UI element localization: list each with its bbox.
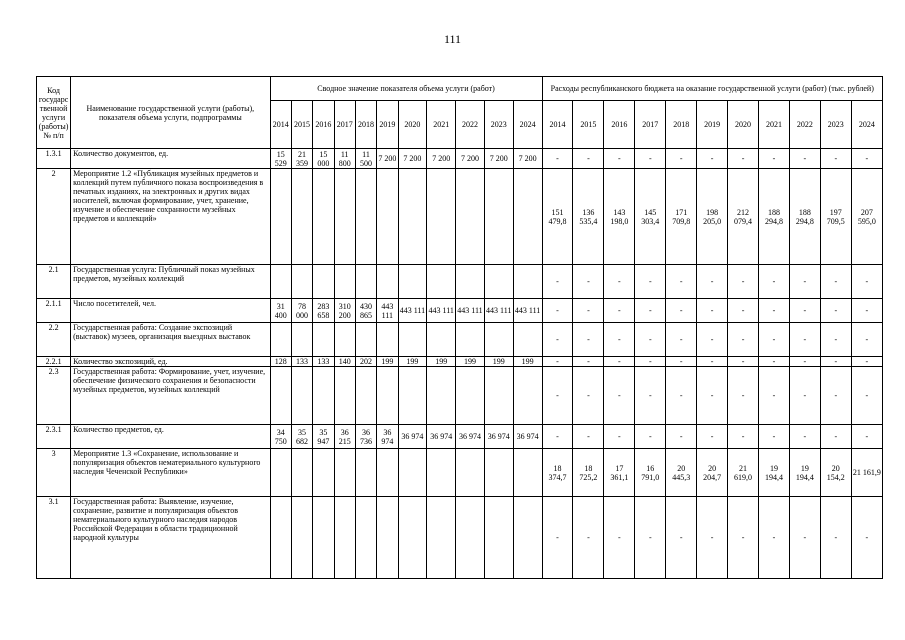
expense-cell: - <box>573 323 604 357</box>
volume-cell <box>291 449 312 497</box>
volume-cell <box>291 367 312 425</box>
volume-cell <box>334 323 355 357</box>
expense-cell: - <box>604 367 635 425</box>
expense-cell: 136 535,4 <box>573 169 604 265</box>
exp-year-header: 2024 <box>851 101 882 149</box>
budget-table <box>36 76 883 579</box>
volume-cell <box>484 265 513 299</box>
volume-cell: 36 974 <box>513 425 542 449</box>
expense-cell: - <box>789 357 820 367</box>
expense-cell: - <box>851 323 882 357</box>
volume-cell: 21 359 <box>291 149 312 169</box>
expense-cell: - <box>542 265 573 299</box>
expense-cell: 207 595,0 <box>851 169 882 265</box>
table-row <box>37 169 883 265</box>
volume-cell <box>513 323 542 357</box>
volume-cell <box>513 367 542 425</box>
row-code: 2.3 <box>37 367 71 425</box>
expense-cell: - <box>820 149 851 169</box>
volume-cell: 199 <box>377 357 398 367</box>
volume-cell <box>484 169 513 265</box>
expense-cell: 20 154,2 <box>820 449 851 497</box>
expense-cell: - <box>573 149 604 169</box>
volume-cell: 430 865 <box>355 299 376 323</box>
expense-cell: - <box>728 425 759 449</box>
volume-cell <box>313 323 334 357</box>
volume-cell: 199 <box>513 357 542 367</box>
volume-cell: 443 111 <box>398 299 427 323</box>
volume-cell: 36 974 <box>484 425 513 449</box>
table-row <box>37 497 883 579</box>
volume-cell: 310 200 <box>334 299 355 323</box>
volume-cell <box>513 169 542 265</box>
volume-cell: 36 215 <box>334 425 355 449</box>
volume-cell <box>270 497 291 579</box>
expense-cell: 212 079,4 <box>728 169 759 265</box>
expense-cell: - <box>604 149 635 169</box>
volume-cell: 443 111 <box>456 299 485 323</box>
page-number: 111 <box>443 32 462 46</box>
expense-cell: - <box>635 149 666 169</box>
table-row <box>37 323 883 357</box>
row-name: Государственная работа: Создание экспозиций (выставок) музеев, организация выездных выставок <box>71 323 270 357</box>
expense-cell: 143 198,0 <box>604 169 635 265</box>
volume-cell: 7 200 <box>513 149 542 169</box>
row-code: 2.2 <box>37 323 71 357</box>
volume-cell <box>398 497 427 579</box>
exp-year-header: 2018 <box>666 101 697 149</box>
expense-cell: - <box>635 425 666 449</box>
expense-cell: - <box>728 265 759 299</box>
row-code: 2.2.1 <box>37 357 71 367</box>
volume-cell <box>291 497 312 579</box>
expense-cell: - <box>573 367 604 425</box>
expense-cell: 21 619,0 <box>728 449 759 497</box>
expense-cell: - <box>635 357 666 367</box>
volume-cell <box>270 265 291 299</box>
volume-cell <box>291 265 312 299</box>
table-row <box>37 425 883 449</box>
volume-cell: 133 <box>291 357 312 367</box>
row-name: Мероприятие 1.3 «Сохранение, использование и популяризация объектов нематериального культурного наследия Чеченской Республики» <box>71 449 270 497</box>
expense-cell: - <box>789 367 820 425</box>
exp-year-header: 2017 <box>635 101 666 149</box>
row-code: 3 <box>37 449 71 497</box>
volume-cell <box>334 367 355 425</box>
volume-cell <box>513 265 542 299</box>
vol-year-header: 2022 <box>456 101 485 149</box>
volume-cell: 34 750 <box>270 425 291 449</box>
expense-cell: 19 194,4 <box>759 449 790 497</box>
volume-cell: 36 974 <box>427 425 456 449</box>
expense-cell: 145 303,4 <box>635 169 666 265</box>
row-name: Число посетителей, чел. <box>71 299 270 323</box>
expense-cell: - <box>851 265 882 299</box>
volume-cell: 7 200 <box>398 149 427 169</box>
expense-cell: - <box>759 425 790 449</box>
volume-cell <box>398 367 427 425</box>
expense-cell: - <box>728 367 759 425</box>
expense-cell: - <box>573 497 604 579</box>
volume-cell <box>334 265 355 299</box>
expense-cell: - <box>666 323 697 357</box>
expense-cell: - <box>789 497 820 579</box>
volume-cell: 128 <box>270 357 291 367</box>
vol-year-header: 2023 <box>484 101 513 149</box>
row-name: Мероприятие 1.2 «Публикация музейных предметов и коллекций путем публичного показа воспроизведения в печатных изданиях, на электронных и других видах носителей, включая формирование, учет, хранение, изучение и обеспечение сохранности музейных предметов и коллекций» <box>71 169 270 265</box>
volume-cell <box>313 497 334 579</box>
volume-cell: 35 947 <box>313 425 334 449</box>
volume-cell: 7 200 <box>456 149 485 169</box>
expense-cell: - <box>820 425 851 449</box>
volume-cell: 36 974 <box>377 425 398 449</box>
expense-cell: - <box>666 425 697 449</box>
volume-cell <box>484 323 513 357</box>
expense-cell: 188 294,8 <box>759 169 790 265</box>
volume-cell: 443 111 <box>427 299 456 323</box>
expense-cell: 19 194,4 <box>789 449 820 497</box>
table-body <box>37 149 883 579</box>
vol-year-header: 2018 <box>355 101 376 149</box>
volume-cell: 443 111 <box>513 299 542 323</box>
expense-cell: - <box>666 497 697 579</box>
expense-cell: - <box>820 323 851 357</box>
expense-cell: - <box>851 149 882 169</box>
volume-cell: 199 <box>456 357 485 367</box>
expense-cell: - <box>666 357 697 367</box>
expense-cell: - <box>635 367 666 425</box>
expense-cell: - <box>697 323 728 357</box>
header-code: Код государс твенной услуги (работы) № п/п <box>37 77 71 149</box>
expense-cell: - <box>697 265 728 299</box>
expense-cell: - <box>820 357 851 367</box>
row-code: 2 <box>37 169 71 265</box>
volume-cell: 199 <box>484 357 513 367</box>
expense-cell: - <box>728 323 759 357</box>
volume-cell <box>334 169 355 265</box>
expense-cell: 18 725,2 <box>573 449 604 497</box>
volume-cell <box>313 367 334 425</box>
expense-cell: - <box>666 265 697 299</box>
exp-year-header: 2022 <box>789 101 820 149</box>
volume-cell <box>334 449 355 497</box>
vol-year-header: 2017 <box>334 101 355 149</box>
volume-cell: 7 200 <box>484 149 513 169</box>
volume-cell: 15 000 <box>313 149 334 169</box>
volume-cell <box>313 449 334 497</box>
expense-cell: - <box>789 323 820 357</box>
expense-cell: - <box>573 425 604 449</box>
volume-cell <box>377 497 398 579</box>
volume-cell <box>427 449 456 497</box>
expense-cell: - <box>604 299 635 323</box>
expense-cell: - <box>542 497 573 579</box>
header-volume: Сводное значение показателя объема услуги (работ) <box>270 77 542 101</box>
exp-year-header: 2014 <box>542 101 573 149</box>
expense-cell: 20 445,3 <box>666 449 697 497</box>
expense-cell: - <box>728 299 759 323</box>
volume-cell: 35 682 <box>291 425 312 449</box>
expense-cell: - <box>604 357 635 367</box>
expense-cell: - <box>604 497 635 579</box>
expense-cell: - <box>604 265 635 299</box>
expense-cell: - <box>851 425 882 449</box>
volume-cell <box>377 449 398 497</box>
volume-cell <box>456 323 485 357</box>
expense-cell: - <box>789 425 820 449</box>
volume-cell: 11 500 <box>355 149 376 169</box>
expense-cell: - <box>759 357 790 367</box>
volume-cell <box>427 265 456 299</box>
volume-cell <box>355 367 376 425</box>
table-row <box>37 149 883 169</box>
volume-cell <box>377 265 398 299</box>
volume-cell: 7 200 <box>427 149 456 169</box>
volume-cell: 199 <box>398 357 427 367</box>
expense-cell: - <box>759 323 790 357</box>
volume-cell <box>484 367 513 425</box>
volume-cell: 133 <box>313 357 334 367</box>
expense-cell: - <box>759 299 790 323</box>
volume-cell <box>484 497 513 579</box>
expense-cell: - <box>820 367 851 425</box>
row-name: Количество экспозиций, ед. <box>71 357 270 367</box>
vol-year-header: 2016 <box>313 101 334 149</box>
volume-cell <box>427 169 456 265</box>
expense-cell: - <box>851 357 882 367</box>
volume-cell: 283 658 <box>313 299 334 323</box>
expense-cell: - <box>604 425 635 449</box>
volume-cell <box>270 323 291 357</box>
volume-cell: 31 400 <box>270 299 291 323</box>
expense-cell: - <box>759 265 790 299</box>
vol-year-header: 2021 <box>427 101 456 149</box>
expense-cell: - <box>820 299 851 323</box>
volume-cell <box>313 169 334 265</box>
row-code: 1.3.1 <box>37 149 71 169</box>
expense-cell: - <box>851 497 882 579</box>
volume-cell <box>270 367 291 425</box>
expense-cell: - <box>697 299 728 323</box>
expense-cell: 21 161,9 <box>851 449 882 497</box>
volume-cell <box>456 367 485 425</box>
volume-cell <box>456 169 485 265</box>
expense-cell: 20 204,7 <box>697 449 728 497</box>
expense-cell: - <box>604 323 635 357</box>
volume-cell <box>398 323 427 357</box>
expense-cell: - <box>851 299 882 323</box>
expense-cell: - <box>759 367 790 425</box>
volume-cell <box>334 497 355 579</box>
expense-cell: 198 205,0 <box>697 169 728 265</box>
expense-cell: - <box>542 357 573 367</box>
expense-cell: - <box>573 265 604 299</box>
expense-cell: - <box>542 367 573 425</box>
row-name: Количество предметов, ед. <box>71 425 270 449</box>
exp-year-header: 2016 <box>604 101 635 149</box>
vol-year-header: 2019 <box>377 101 398 149</box>
volume-cell: 199 <box>427 357 456 367</box>
volume-cell <box>377 367 398 425</box>
exp-year-header: 2019 <box>697 101 728 149</box>
volume-cell <box>270 449 291 497</box>
volume-cell <box>355 497 376 579</box>
expense-cell: - <box>573 357 604 367</box>
volume-cell <box>355 449 376 497</box>
expense-cell: - <box>542 299 573 323</box>
expense-cell: - <box>542 149 573 169</box>
expense-cell: - <box>728 357 759 367</box>
expense-cell: - <box>635 323 666 357</box>
row-code: 3.1 <box>37 497 71 579</box>
expense-cell: - <box>697 149 728 169</box>
volume-cell <box>313 265 334 299</box>
volume-cell <box>398 449 427 497</box>
row-code: 2.1.1 <box>37 299 71 323</box>
volume-cell: 15 529 <box>270 149 291 169</box>
expense-cell: - <box>820 265 851 299</box>
volume-cell: 11 800 <box>334 149 355 169</box>
table-row <box>37 367 883 425</box>
volume-cell <box>291 169 312 265</box>
volume-cell: 36 974 <box>398 425 427 449</box>
volume-cell <box>398 265 427 299</box>
vol-year-header: 2020 <box>398 101 427 149</box>
volume-cell <box>270 169 291 265</box>
volume-cell <box>291 323 312 357</box>
expense-cell: - <box>542 323 573 357</box>
volume-cell: 202 <box>355 357 376 367</box>
table-row <box>37 449 883 497</box>
expense-cell: - <box>635 497 666 579</box>
expense-cell: - <box>851 367 882 425</box>
volume-cell <box>513 449 542 497</box>
expense-cell: - <box>635 265 666 299</box>
table-row <box>37 357 883 367</box>
expense-cell: 171 709,8 <box>666 169 697 265</box>
row-code: 2.3.1 <box>37 425 71 449</box>
expense-cell: 17 361,1 <box>604 449 635 497</box>
volume-cell <box>513 497 542 579</box>
expense-cell: - <box>789 265 820 299</box>
volume-cell: 78 000 <box>291 299 312 323</box>
expense-cell: - <box>666 299 697 323</box>
expense-cell: - <box>542 425 573 449</box>
volume-cell: 36 736 <box>355 425 376 449</box>
volume-cell <box>377 169 398 265</box>
volume-cell <box>355 265 376 299</box>
expense-cell: - <box>789 299 820 323</box>
expense-cell: - <box>697 425 728 449</box>
row-name: Государственная услуга: Публичный показ музейных предметов, музейных коллекций <box>71 265 270 299</box>
vol-year-header: 2015 <box>291 101 312 149</box>
expense-cell: - <box>728 149 759 169</box>
expense-cell: 16 791,0 <box>635 449 666 497</box>
expense-cell: - <box>573 299 604 323</box>
row-code: 2.1 <box>37 265 71 299</box>
expense-cell: - <box>697 357 728 367</box>
expense-cell: - <box>820 497 851 579</box>
header-name: Наименование государственной услуги (работы), показателя объема услуги, подпрограммы <box>71 77 270 149</box>
expense-cell: 188 294,8 <box>789 169 820 265</box>
volume-cell <box>355 169 376 265</box>
volume-cell <box>427 323 456 357</box>
expense-cell: 197 709,5 <box>820 169 851 265</box>
vol-year-header: 2014 <box>270 101 291 149</box>
exp-year-header: 2021 <box>759 101 790 149</box>
row-name: Количество документов, ед. <box>71 149 270 169</box>
expense-cell: - <box>789 149 820 169</box>
volume-cell: 443 111 <box>377 299 398 323</box>
expense-cell: 151 479,8 <box>542 169 573 265</box>
row-name: Государственная работа: Формирование, учет, изучение, обеспечение физического сохранения и безопасности музейных предметов, музейных коллекций <box>71 367 270 425</box>
expense-cell: - <box>635 299 666 323</box>
table-row <box>37 265 883 299</box>
expense-cell: - <box>697 367 728 425</box>
volume-cell <box>398 169 427 265</box>
expense-cell: - <box>759 497 790 579</box>
volume-cell <box>355 323 376 357</box>
volume-cell <box>484 449 513 497</box>
expense-cell: - <box>697 497 728 579</box>
volume-cell <box>377 323 398 357</box>
volume-cell: 443 111 <box>484 299 513 323</box>
expense-cell: - <box>759 149 790 169</box>
expense-cell: 18 374,7 <box>542 449 573 497</box>
volume-cell: 7 200 <box>377 149 398 169</box>
volume-cell <box>456 449 485 497</box>
volume-cell <box>427 367 456 425</box>
exp-year-header: 2023 <box>820 101 851 149</box>
row-name: Государственная работа: Выявление, изучение, сохранение, развитие и популяризация объектов нематериального культурного наследия народов Российской Федерации в области традиционной народной культуры <box>71 497 270 579</box>
exp-year-header: 2020 <box>728 101 759 149</box>
header-expenses: Расходы республиканского бюджета на оказание государственной услуги (работ) (тыс. рублей) <box>542 77 882 101</box>
expense-cell: - <box>666 367 697 425</box>
volume-cell: 140 <box>334 357 355 367</box>
volume-cell <box>456 497 485 579</box>
vol-year-header: 2024 <box>513 101 542 149</box>
exp-year-header: 2015 <box>573 101 604 149</box>
volume-cell <box>427 497 456 579</box>
table-row <box>37 299 883 323</box>
expense-cell: - <box>666 149 697 169</box>
expense-cell: - <box>728 497 759 579</box>
volume-cell <box>456 265 485 299</box>
volume-cell: 36 974 <box>456 425 485 449</box>
